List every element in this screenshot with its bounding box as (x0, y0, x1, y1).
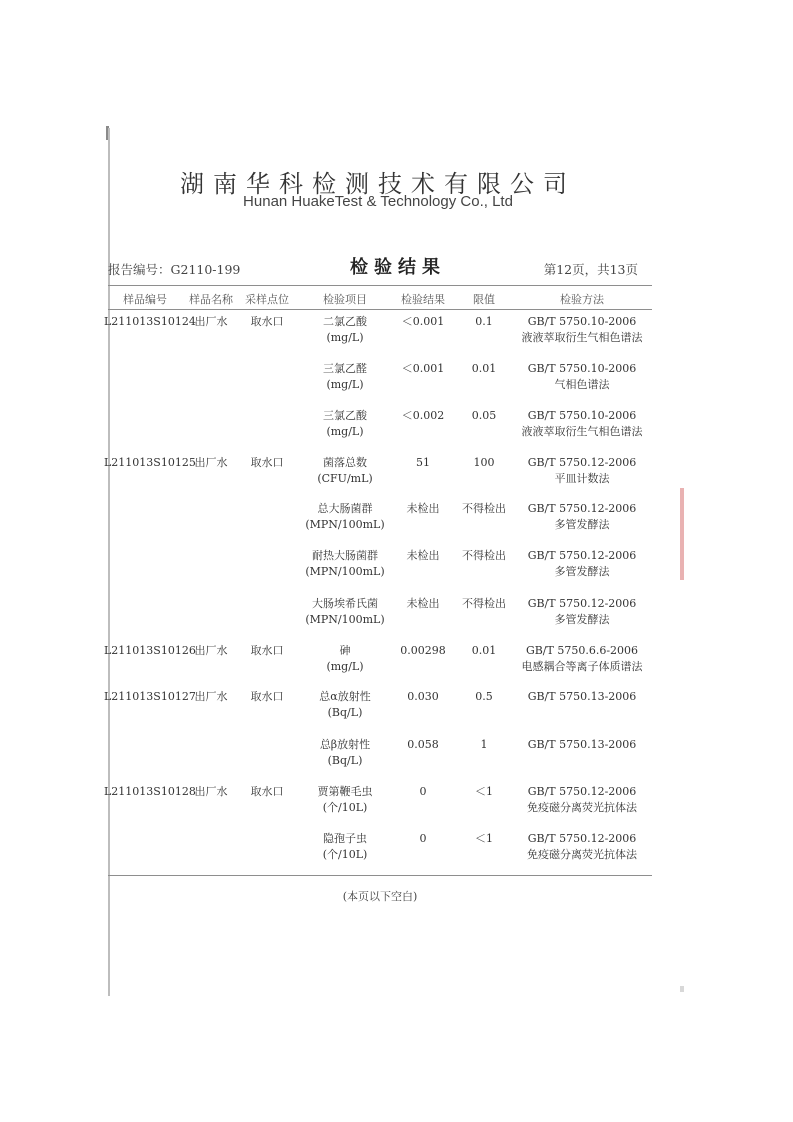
test-item-unit: (mg/L) (326, 331, 364, 344)
company-name-cn: 湖南华科检测技术有限公司 (180, 170, 576, 198)
test-result: ＜0.001 (401, 315, 445, 328)
test-item-unit: (个/10L) (322, 848, 368, 861)
test-item-unit: (mg/L) (326, 378, 364, 391)
column-header-method: 检验方法 (560, 293, 604, 306)
page-number: 第12页，共13页 (543, 262, 638, 277)
limit-value: 不得检出 (462, 549, 506, 562)
test-method-standard: GB/T 5750.10-2006 (527, 362, 637, 375)
test-method-standard: GB/T 5750.12-2006 (527, 597, 637, 610)
limit-value: 0.1 (475, 315, 493, 328)
test-item-unit: (CFU/mL) (317, 472, 373, 485)
column-header-test-item: 检验项目 (323, 293, 367, 306)
limit-value: 100 (473, 456, 495, 469)
test-item-unit: (mg/L) (326, 425, 364, 438)
test-result: 0 (419, 785, 427, 798)
test-item-unit: (Bq/L) (327, 706, 363, 719)
test-item: 贾第鞭毛虫 (317, 785, 373, 798)
test-result: 0 (419, 832, 427, 845)
column-header-result: 检验结果 (401, 293, 445, 306)
sample-name: 出厂水 (194, 644, 228, 657)
test-item-unit: (mg/L) (326, 660, 364, 673)
left-margin-rule (108, 128, 110, 996)
test-item-unit: (MPN/100mL) (305, 518, 385, 531)
test-result: 未检出 (406, 502, 440, 515)
sampling-point: 取水口 (250, 315, 284, 328)
sample-id: L211013S10125 (104, 456, 196, 469)
test-method-name: 免疫磁分离荧光抗体法 (527, 848, 637, 861)
limit-value: 0.01 (471, 644, 497, 657)
limit-value: 不得检出 (462, 502, 506, 515)
test-item: 三氯乙酸 (323, 409, 367, 422)
limit-value: ＜1 (475, 785, 493, 798)
test-item: 菌落总数 (323, 456, 367, 469)
sample-id: L211013S10124 (104, 315, 196, 328)
test-method-standard: GB/T 5750.6.6-2006 (525, 644, 639, 657)
test-item: 总β放射性 (319, 738, 371, 751)
test-method-name: 电感耦合等离子体质谱法 (521, 660, 643, 673)
report-number: 报告编号：G2110-199 (108, 262, 241, 277)
table-header-rule (108, 309, 652, 310)
limit-value: 0.01 (471, 362, 497, 375)
test-item: 三氯乙醛 (323, 362, 367, 375)
column-header-sample-id: 样品编号 (123, 293, 167, 306)
limit-value: ＜1 (475, 832, 493, 845)
sample-id: L211013S10126 (104, 644, 196, 657)
test-result: 未检出 (406, 549, 440, 562)
test-method-name: 多管发酵法 (554, 565, 610, 578)
test-method-standard: GB/T 5750.12-2006 (527, 785, 637, 798)
test-result: 0.058 (407, 738, 439, 751)
test-method-name: 多管发酵法 (554, 613, 610, 626)
test-method-standard: GB/T 5750.13-2006 (527, 738, 637, 751)
test-method-name: 液液萃取衍生气相色谱法 (521, 425, 643, 438)
column-header-sample-name: 样品名称 (189, 293, 233, 306)
test-method-name: 多管发酵法 (554, 518, 610, 531)
test-item: 大肠埃希氏菌 (312, 597, 378, 610)
test-result: 0.00298 (400, 644, 446, 657)
sample-id: L211013S10127 (104, 690, 196, 703)
limit-value: 0.05 (471, 409, 497, 422)
test-item: 总α放射性 (319, 690, 371, 703)
limit-value: 1 (480, 738, 488, 751)
test-result: ＜0.001 (401, 362, 445, 375)
sampling-point: 取水口 (250, 785, 284, 798)
test-method-standard: GB/T 5750.10-2006 (527, 409, 637, 422)
test-result: 未检出 (406, 597, 440, 610)
sample-name: 出厂水 (194, 690, 228, 703)
sampling-point: 取水口 (250, 456, 284, 469)
test-item-unit: (MPN/100mL) (305, 613, 385, 626)
test-result: ＜0.002 (401, 409, 445, 422)
test-result: 51 (416, 456, 430, 469)
blank-below-note: (本页以下空白) (342, 890, 418, 903)
sample-name: 出厂水 (194, 456, 228, 469)
test-item-unit: (个/10L) (322, 801, 368, 814)
limit-value: 不得检出 (462, 597, 506, 610)
test-method-name: 液液萃取衍生气相色谱法 (521, 331, 643, 344)
seam-stamp-mark (680, 488, 684, 580)
company-name-en: Hunan HuakeTest & Technology Co., Ltd (243, 193, 513, 210)
sample-id: L211013S10128 (104, 785, 196, 798)
test-method-standard: GB/T 5750.12-2006 (527, 502, 637, 515)
page-title: 检验结果 (350, 257, 446, 278)
sampling-point: 取水口 (250, 690, 284, 703)
test-method-standard: GB/T 5750.10-2006 (527, 315, 637, 328)
test-item: 隐孢子虫 (323, 832, 367, 845)
test-method-name: 平皿计数法 (554, 472, 610, 485)
test-result: 0.030 (407, 690, 439, 703)
test-item: 砷 (339, 644, 351, 657)
column-header-limit: 限值 (473, 293, 495, 306)
test-method-standard: GB/T 5750.12-2006 (527, 456, 637, 469)
test-method-standard: GB/T 5750.13-2006 (527, 690, 637, 703)
test-item-unit: (Bq/L) (327, 754, 363, 767)
test-item: 总大肠菌群 (317, 502, 373, 515)
sample-name: 出厂水 (194, 785, 228, 798)
margin-mark (680, 986, 684, 992)
test-method-standard: GB/T 5750.12-2006 (527, 549, 637, 562)
test-item: 耐热大肠菌群 (312, 549, 378, 562)
table-top-rule (108, 285, 652, 286)
test-item: 二氯乙酸 (323, 315, 367, 328)
column-header-sampling-point: 采样点位 (245, 293, 289, 306)
limit-value: 0.5 (475, 690, 493, 703)
test-method-name: 气相色谱法 (554, 378, 610, 391)
test-method-standard: GB/T 5750.12-2006 (527, 832, 637, 845)
table-bottom-rule (108, 875, 652, 876)
sampling-point: 取水口 (250, 644, 284, 657)
sample-name: 出厂水 (194, 315, 228, 328)
test-item-unit: (MPN/100mL) (305, 565, 385, 578)
test-method-name: 免疫磁分离荧光抗体法 (527, 801, 637, 814)
